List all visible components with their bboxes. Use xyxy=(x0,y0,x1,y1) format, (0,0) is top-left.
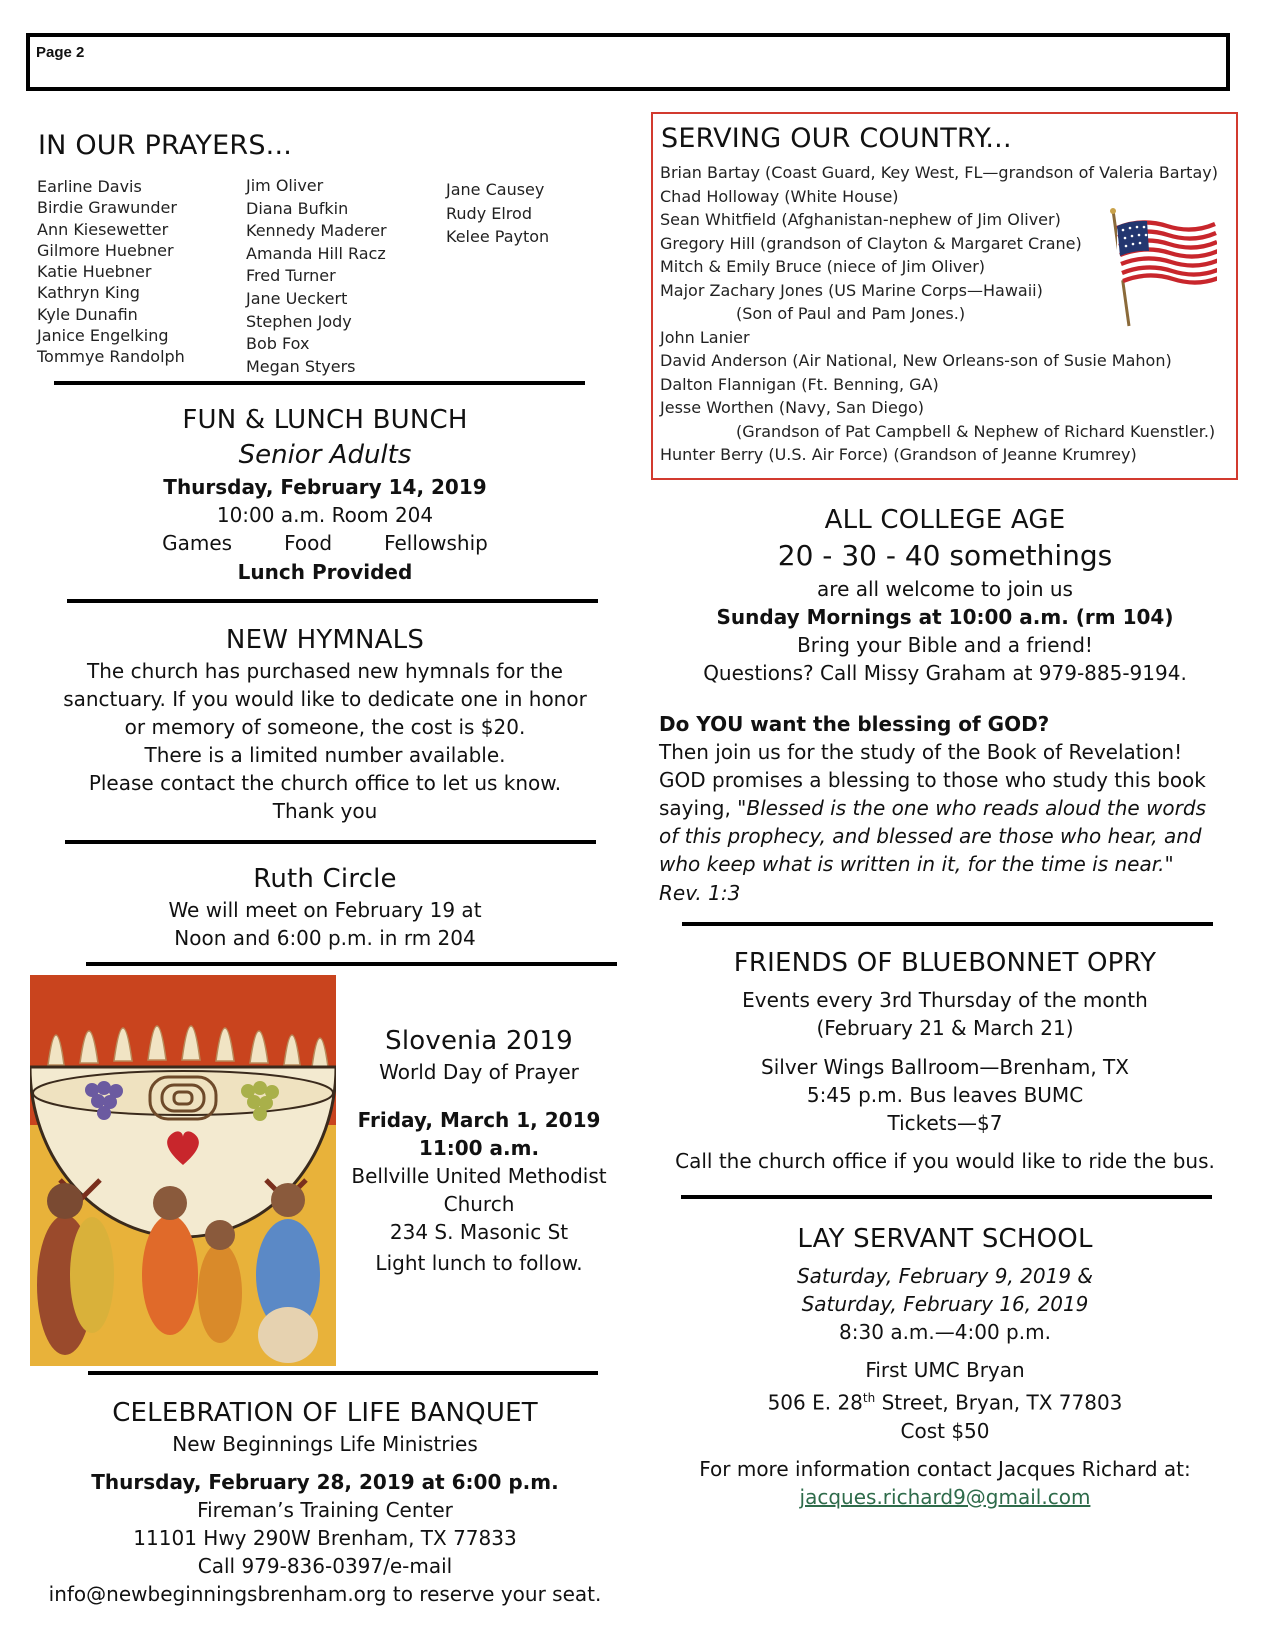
college-questions: Questions? Call Missy Graham at 979-885-9194. xyxy=(703,661,1187,685)
prayer-name: Tommye Randolph xyxy=(37,347,185,367)
serving-entry: Gregory Hill (grandson of Clayton & Margaret Crane) xyxy=(660,233,1082,253)
prayer-name: Diana Bufkin xyxy=(246,198,349,218)
revelation-quote: of this prophecy, and blessed are those who hear, and xyxy=(659,824,1202,849)
address-suffix: th xyxy=(862,1391,876,1405)
slovenia-subtitle: World Day of Prayer xyxy=(379,1060,579,1084)
fun-lunch-date: Thursday, February 14, 2019 xyxy=(163,475,487,499)
prayers-column-3 xyxy=(446,178,549,249)
revelation-line-plain: saying, xyxy=(659,796,738,821)
banquet-section xyxy=(20,1396,630,1608)
serving-entry: Brian Bartay (Coast Guard, Key West, FL—grandson of Valeria Bartay) xyxy=(660,163,1218,182)
serving-entry: Major Zachary Jones (US Marine Corps—Hawaii) xyxy=(660,280,1043,300)
serving-entry: David Anderson (Air National, New Orleans-son of Susie Mahon) xyxy=(660,351,1172,370)
page-header-box xyxy=(26,33,1230,91)
prayers-column-2 xyxy=(246,175,387,378)
slovenia-date: Friday, March 1, 2019 xyxy=(357,1108,601,1132)
hymnals-line: sanctuary. If you would like to dedicate one in honor xyxy=(63,687,587,711)
opry-line: Tickets—$7 xyxy=(887,1111,1003,1135)
lay-servant-cost: Cost $50 xyxy=(900,1418,990,1443)
american-flag-icon xyxy=(1105,208,1217,328)
prayer-name: Stephen Jody xyxy=(246,311,352,331)
slovenia-place: Bellville United Methodist xyxy=(351,1164,607,1188)
prayer-name: Janice Engelking xyxy=(37,326,169,346)
revelation-quote: "Blessed is the one who reads aloud the words xyxy=(737,796,1206,821)
revelation-line: GOD promises a blessing to those who study this book xyxy=(659,768,1206,793)
hymnals-line: Please contact the church office to let us know. xyxy=(88,771,562,795)
section-divider xyxy=(88,1371,598,1375)
college-bring: Bring your Bible and a friend! xyxy=(797,633,1093,657)
revelation-citation: Rev. 1:3 xyxy=(659,880,741,905)
banquet-title: CELEBRATION OF LIFE BANQUET xyxy=(112,1398,538,1428)
contact-email-link[interactable]: jacques.richard9@gmail.com xyxy=(799,1484,1091,1509)
prayer-name: Amanda Hill Racz xyxy=(246,243,386,263)
prayer-name: Ann Kiesewetter xyxy=(37,219,169,239)
serving-entry: Mitch & Emily Bruce (niece of Jim Oliver) xyxy=(660,257,986,276)
slovenia-title: Slovenia 2019 xyxy=(385,1026,573,1056)
college-ages: 20 - 30 - 40 somethings xyxy=(777,539,1113,572)
college-section xyxy=(650,503,1240,687)
slovenia-address: 234 S. Masonic St xyxy=(389,1220,569,1244)
banquet-line: 11101 Hwy 290W Brenham, TX 77833 xyxy=(133,1526,517,1550)
section-divider xyxy=(65,840,596,844)
serving-entry-note: (Son of Paul and Pam Jones.) xyxy=(736,304,966,323)
prayer-name: Fred Turner xyxy=(246,266,336,286)
slovenia-place: Church xyxy=(443,1192,515,1216)
slovenia-section xyxy=(338,1024,620,1277)
prayer-name: Kennedy Maderer xyxy=(246,221,387,241)
serving-entry: Jesse Worthen (Navy, San Diego) xyxy=(660,398,925,417)
college-title: ALL COLLEGE AGE xyxy=(824,505,1066,535)
lay-servant-section xyxy=(650,1222,1240,1511)
serving-entry: Dalton Flannigan (Ft. Benning, GA) xyxy=(660,374,939,394)
hymnals-section xyxy=(30,623,620,825)
prayer-name: Kelee Payton xyxy=(446,227,550,246)
activity-games: Games xyxy=(162,531,233,555)
opry-line: (February 21 & March 21) xyxy=(816,1016,1074,1040)
lay-servant-place: First UMC Bryan xyxy=(865,1358,1025,1382)
revelation-line xyxy=(659,794,1249,822)
banquet-subtitle: New Beginnings Life Ministries xyxy=(172,1432,478,1456)
fun-lunch-section xyxy=(30,403,620,586)
serving-entry: Sean Whitfield (Afghanistan-nephew of Jim Oliver) xyxy=(660,210,1061,229)
fun-lunch-title: FUN & LUNCH BUNCH xyxy=(182,405,468,435)
opry-line: 5:45 p.m. Bus leaves BUMC xyxy=(806,1083,1084,1107)
hymnals-line: There is a limited number available. xyxy=(144,743,506,767)
activity-fellowship: Fellowship xyxy=(384,531,488,555)
lay-servant-time: 8:30 a.m.—4:00 p.m. xyxy=(839,1320,1051,1344)
fun-lunch-activities xyxy=(30,529,620,558)
fun-lunch-time: 10:00 a.m. Room 204 xyxy=(216,503,434,527)
section-divider xyxy=(681,1195,1212,1199)
slovenia-note: Light lunch to follow. xyxy=(375,1251,583,1275)
fun-lunch-note: Lunch Provided xyxy=(237,560,413,584)
serving-title: SERVING OUR COUNTRY... xyxy=(661,123,1012,154)
prayers-column-1 xyxy=(37,176,185,368)
opry-title: FRIENDS OF BLUEBONNET OPRY xyxy=(733,948,1157,978)
section-divider xyxy=(86,962,617,966)
slovenia-time: 11:00 a.m. xyxy=(418,1136,540,1160)
prayer-name: Gilmore Huebner xyxy=(37,240,174,260)
hymnals-line: or memory of someone, the cost is $20. xyxy=(124,715,526,739)
section-divider xyxy=(54,381,585,385)
prayer-name: Katie Huebner xyxy=(37,262,152,282)
ruth-circle-line: We will meet on February 19 at xyxy=(168,898,482,922)
section-divider xyxy=(67,599,598,603)
address-part: 506 E. 28 xyxy=(767,1390,863,1415)
section-divider xyxy=(682,922,1213,926)
hymnals-line: The church has purchased new hymnals for the xyxy=(87,659,563,683)
prayer-name: Earline Davis xyxy=(37,177,142,196)
serving-entry: Chad Holloway (White House) xyxy=(660,186,899,206)
ruth-circle-section xyxy=(30,862,620,952)
prayers-title: IN OUR PRAYERS... xyxy=(38,130,293,161)
college-welcome: are all welcome to join us xyxy=(817,577,1073,601)
lay-servant-date: Saturday, February 16, 2019 xyxy=(801,1292,1089,1316)
lay-servant-date: Saturday, February 9, 2019 & xyxy=(796,1264,1093,1288)
revelation-section xyxy=(659,710,1249,907)
lay-servant-title: LAY SERVANT SCHOOL xyxy=(797,1224,1093,1254)
revelation-heading: Do YOU want the blessing of GOD? xyxy=(659,712,1050,736)
prayer-name: Jane Causey xyxy=(446,180,545,199)
prayer-name: Rudy Elrod xyxy=(446,203,532,223)
prayer-name: Jim Oliver xyxy=(246,176,324,195)
hymnals-line: Thank you xyxy=(272,799,378,823)
lay-servant-address xyxy=(650,1384,1240,1417)
opry-line: Silver Wings Ballroom—Brenham, TX xyxy=(761,1055,1129,1079)
address-part: Street, Bryan, TX 77803 xyxy=(875,1390,1123,1415)
revelation-quote: who keep what is written in it, for the time is near." xyxy=(659,852,1174,877)
world-day-of-prayer-artwork xyxy=(30,975,336,1366)
page-number: Page 2 xyxy=(36,44,85,61)
lay-servant-contact: For more information contact Jacques Richard at: xyxy=(699,1456,1191,1481)
opry-line: Call the church office if you would like to ride the bus. xyxy=(675,1149,1215,1173)
revelation-line: Then join us for the study of the Book of Revelation! xyxy=(659,740,1183,765)
banquet-line: Fireman’s Training Center xyxy=(197,1498,453,1522)
serving-entry-note: (Grandson of Pat Campbell & Nephew of Richard Kuenstler.) xyxy=(736,421,1216,441)
prayer-name: Bob Fox xyxy=(246,334,310,354)
ruth-circle-title: Ruth Circle xyxy=(253,864,397,894)
ruth-circle-line: Noon and 6:00 p.m. in rm 204 xyxy=(174,926,476,950)
college-time: Sunday Mornings at 10:00 a.m. (rm 104) xyxy=(716,605,1174,629)
prayer-name: Birdie Grawunder xyxy=(37,198,177,218)
hymnals-title: NEW HYMNALS xyxy=(225,625,425,655)
opry-section xyxy=(650,946,1240,1175)
serving-entry: John Lanier xyxy=(660,327,750,347)
fun-lunch-subtitle: Senior Adults xyxy=(238,440,412,470)
prayer-name: Megan Styers xyxy=(246,356,356,376)
opry-line: Events every 3rd Thursday of the month xyxy=(742,988,1148,1012)
prayer-name: Kyle Dunafin xyxy=(37,304,138,324)
serving-entry: Hunter Berry (U.S. Air Force) (Grandson of Jeanne Krumrey) xyxy=(660,445,1137,464)
banquet-line: Call 979-836-0397/e-mail xyxy=(197,1554,453,1578)
prayer-name: Jane Ueckert xyxy=(246,288,348,308)
activity-food: Food xyxy=(284,531,333,555)
banquet-line: info@newbeginningsbrenham.org to reserve your seat. xyxy=(48,1582,602,1606)
banquet-date: Thursday, February 28, 2019 at 6:00 p.m. xyxy=(91,1470,559,1494)
prayer-name: Kathryn King xyxy=(37,283,140,303)
